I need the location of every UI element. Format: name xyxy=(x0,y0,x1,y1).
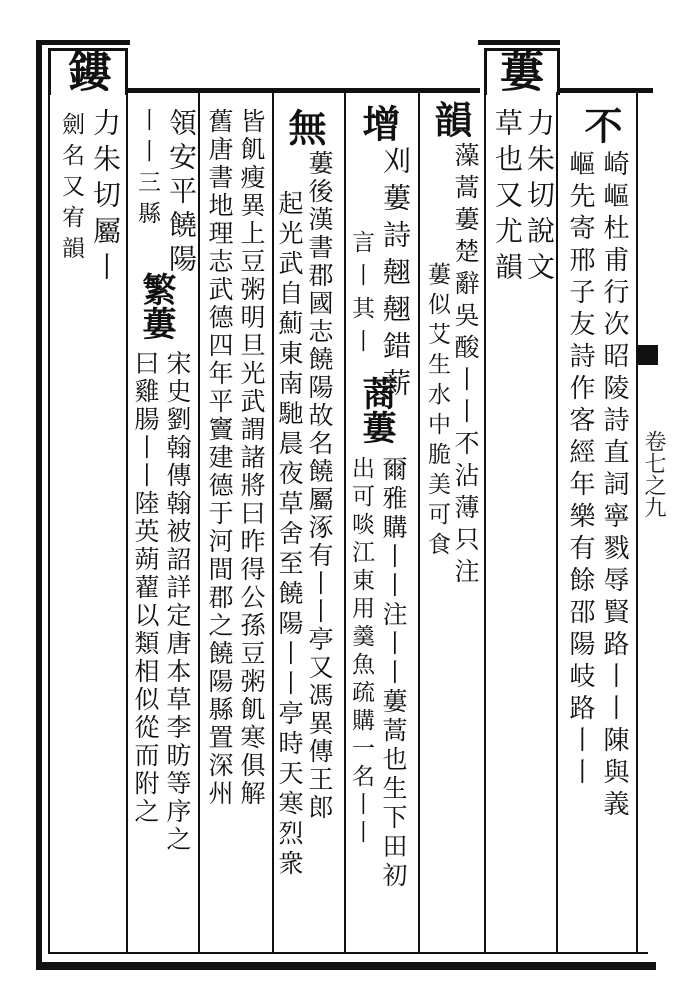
col-rule-3 xyxy=(272,92,274,952)
right-edge-label: 卷七之九 xyxy=(641,430,666,518)
tab-head-left: 鏤 xyxy=(60,48,111,92)
col-rule-7 xyxy=(556,92,558,952)
top-border-far-right xyxy=(558,88,653,93)
entry-text-col13: 皆飢瘦異上豆粥明旦光武謂諸將曰昨得公孫豆粥飢寒俱解 xyxy=(237,108,266,808)
entry-text-col10: 出可啖江東用羹魚疏購一名丨丨 xyxy=(348,456,374,848)
left-border-inner xyxy=(48,52,50,954)
left-border xyxy=(36,40,42,970)
col-rule-4 xyxy=(344,92,346,952)
entry-text-col18: 曰雞腸丨丨陸英蒴藋以類相似從而附之 xyxy=(131,350,160,826)
top-border-left xyxy=(38,40,130,45)
entry-text-col20: 劍名又宥韻 xyxy=(58,112,84,267)
col-rule-2 xyxy=(198,92,200,952)
right-edge-mark xyxy=(636,345,658,365)
top-border-middle xyxy=(128,88,480,93)
bottom-border-inner xyxy=(48,952,648,954)
entry-head-wu: 無 xyxy=(282,108,327,146)
entry-text-col9: 爾雅購丨丨注丨丨蔞蒿也生下田初 xyxy=(379,456,408,891)
entry-text-col7: 刈蔞詩翹翹錯薪 xyxy=(379,146,412,405)
entry-text-col2: 嶇先寄邢子友詩作客經年樂有餘邵陽岐路丨丨 xyxy=(565,150,595,790)
entry-text-col19: 力朱切屬丨 xyxy=(89,108,122,288)
entry-text-col14: 舊唐書地理志武德四年平竇建德于河間郡之饒陽縣置深州 xyxy=(205,108,234,808)
entry-text-col8: 言丨其丨 xyxy=(348,230,374,362)
entry-text-col4: 草也又尤韻 xyxy=(491,108,524,288)
bottom-border xyxy=(36,962,656,970)
col-rule-6 xyxy=(484,92,486,952)
entry-text-col16: 宋史劉翰傳翰被詔詳定唐本草李昉等序之 xyxy=(163,350,192,854)
entry-text-col1: 崎嶇杜甫行次昭陵詩直詞寧戮辱賢路丨丨陳與義 xyxy=(599,150,629,822)
tab-head-right: 蔞 xyxy=(492,48,543,92)
col-rule-1 xyxy=(126,92,128,952)
entry-text-col3: 力朱切說文 xyxy=(523,108,556,288)
entry-text-col12: 起光武自薊東南馳晨夜草舍至饒陽丨丨亭時天寒烈衆 xyxy=(275,190,304,880)
entry-text-col15: 領安平饒陽 xyxy=(165,108,198,278)
entry-text-col17: 丨丨三縣 xyxy=(134,108,160,232)
entry-head-shanglou: 蔏蔞 xyxy=(356,376,396,444)
col-rule-5 xyxy=(418,92,420,952)
entry-text-col5: 藻蒿蔞楚辭吳酸丨丨不沾薄只注 xyxy=(451,142,480,590)
entry-head-zeng: 增 xyxy=(356,104,401,142)
right-edge-rule xyxy=(636,92,638,952)
entry-head-buqi: 不 xyxy=(578,106,623,144)
entry-head-fanlou: 繁蔞 xyxy=(136,272,176,340)
entry-text-col11: 蔞後漢書郡國志饒陽故名饒屬涿有丨丨亭又馮異傳王郎 xyxy=(305,150,334,822)
entry-text-col6: 蔞似艾生水中脆美可食 xyxy=(424,262,450,562)
entry-head-pinzao: 韻 xyxy=(428,100,473,138)
top-border-right xyxy=(478,40,560,45)
